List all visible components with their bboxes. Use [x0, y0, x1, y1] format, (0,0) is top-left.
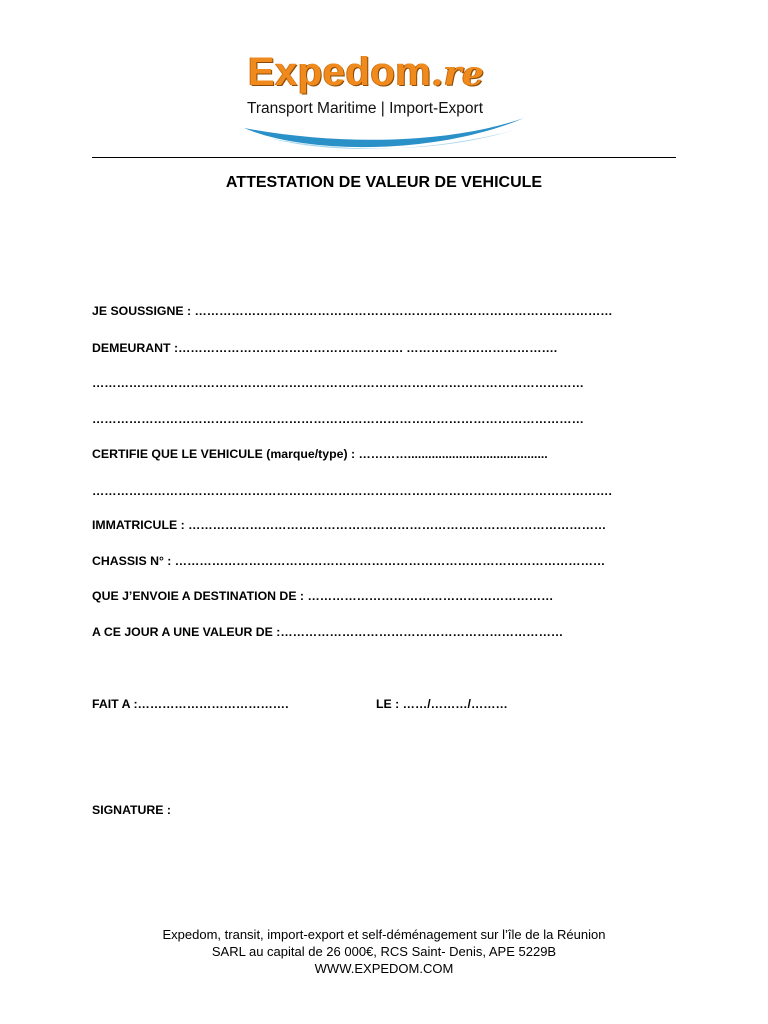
field-vehicule[interactable]: CERTIFIE QUE LE VEHICULE (marque/type) : …………......................................... [92, 447, 548, 461]
field-demeurant[interactable]: DEMEURANT :………………………………………………. ………………………………. [92, 341, 558, 355]
logo-brand-main: Expedom [248, 50, 432, 94]
footer-website-link[interactable]: WWW.EXPEDOM.COM [314, 961, 454, 976]
logo-brand [248, 50, 484, 95]
field-date[interactable]: LE : ……/………/……… [376, 697, 508, 711]
field-destination[interactable]: QUE J’ENVOIE A DESTINATION DE : …………………………………………………… [92, 589, 554, 603]
logo-tagline: Transport Maritime | Import-Export [247, 100, 484, 117]
field-chassis[interactable]: CHASSIS N° : …………………………………………………………………………………………… [92, 554, 606, 568]
field-soussigne[interactable]: JE SOUSSIGNE : ………………………………………………………………………………………… [92, 304, 613, 318]
field-valeur[interactable]: A CE JOUR A UNE VALEUR DE :…………………………………………………………… [92, 625, 564, 639]
company-logo [234, 44, 534, 156]
field-immatricule[interactable]: IMMATRICULE : ………………………………………………………………………………………… [92, 518, 607, 532]
header-divider [92, 157, 676, 158]
footer-line-legal: SARL au capital de 26 000€, RCS Saint- Denis, APE 5229B [211, 944, 557, 959]
field-vehicule-line-2[interactable]: ………………………………………………………………………………………………………………. [92, 484, 612, 498]
logo-brand-tld: .re [431, 54, 485, 94]
footer-line-description: Expedom, transit, import-export et self-déménagement sur l’île de la Réunion [162, 927, 606, 942]
field-address-line-1[interactable]: ………………………………………………………………………………………………………… [92, 376, 584, 390]
footer [0, 926, 768, 977]
field-signature: SIGNATURE : [92, 803, 172, 817]
document-title: ATTESTATION DE VALEUR DE VEHICULE [225, 174, 543, 191]
wave-icon [234, 114, 534, 156]
field-fait-a[interactable]: FAIT A :………………………………. [92, 697, 289, 711]
field-address-line-2[interactable]: ………………………………………………………………………………………………………… [92, 412, 584, 426]
